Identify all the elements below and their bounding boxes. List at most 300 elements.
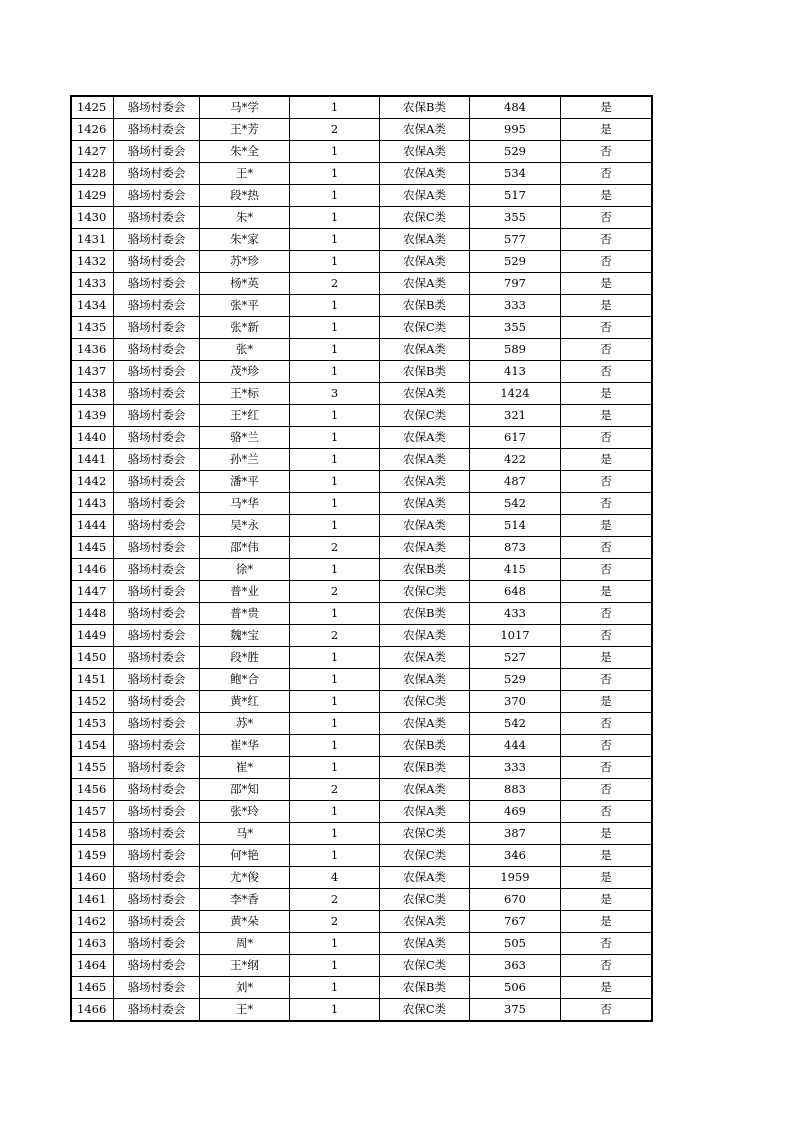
insurance-type-cell: 农保C类	[380, 581, 470, 603]
village-name-cell: 骆场村委会	[114, 515, 200, 537]
household-count-cell: 1	[290, 251, 380, 273]
status-flag-cell: 否	[561, 163, 652, 185]
insurance-type-cell: 农保C类	[380, 955, 470, 977]
insurance-type-cell: 农保C类	[380, 405, 470, 427]
household-count-cell: 1	[290, 317, 380, 339]
row-number-cell: 1435	[72, 317, 114, 339]
village-name-cell: 骆场村委会	[114, 999, 200, 1021]
village-name-cell: 骆场村委会	[114, 559, 200, 581]
status-flag-cell: 否	[561, 801, 652, 823]
amount-cell: 1017	[470, 625, 561, 647]
village-name-cell: 骆场村委会	[114, 691, 200, 713]
insurance-type-cell: 农保A类	[380, 383, 470, 405]
insurance-type-cell: 农保A类	[380, 933, 470, 955]
village-name-cell: 骆场村委会	[114, 493, 200, 515]
household-count-cell: 1	[290, 295, 380, 317]
insurance-type-cell: 农保A类	[380, 647, 470, 669]
status-flag-cell: 否	[561, 559, 652, 581]
status-flag-cell: 是	[561, 845, 652, 867]
village-name-cell: 骆场村委会	[114, 251, 200, 273]
status-flag-cell: 是	[561, 889, 652, 911]
row-number-cell: 1463	[72, 933, 114, 955]
row-number-cell: 1449	[72, 625, 114, 647]
table-row	[72, 867, 652, 889]
person-name-cell: 潘*平	[200, 471, 290, 493]
amount-cell: 534	[470, 163, 561, 185]
status-flag-cell: 否	[561, 669, 652, 691]
status-flag-cell: 否	[561, 625, 652, 647]
insurance-type-cell: 农保A类	[380, 867, 470, 889]
insurance-type-cell: 农保C类	[380, 845, 470, 867]
status-flag-cell: 否	[561, 427, 652, 449]
row-number-cell: 1428	[72, 163, 114, 185]
table-row	[72, 581, 652, 603]
table-row	[72, 757, 652, 779]
household-count-cell: 1	[290, 97, 380, 119]
insurance-type-cell: 农保A类	[380, 273, 470, 295]
row-number-cell: 1443	[72, 493, 114, 515]
person-name-cell: 张*新	[200, 317, 290, 339]
status-flag-cell: 是	[561, 295, 652, 317]
person-name-cell: 杨*英	[200, 273, 290, 295]
insurance-type-cell: 农保B类	[380, 977, 470, 999]
row-number-cell: 1464	[72, 955, 114, 977]
person-name-cell: 张*平	[200, 295, 290, 317]
status-flag-cell: 否	[561, 339, 652, 361]
status-flag-cell: 是	[561, 823, 652, 845]
status-flag-cell: 否	[561, 779, 652, 801]
household-count-cell: 1	[290, 405, 380, 427]
person-name-cell: 张*	[200, 339, 290, 361]
household-count-cell: 1	[290, 471, 380, 493]
row-number-cell: 1452	[72, 691, 114, 713]
status-flag-cell: 否	[561, 317, 652, 339]
village-name-cell: 骆场村委会	[114, 845, 200, 867]
row-number-cell: 1437	[72, 361, 114, 383]
amount-cell: 363	[470, 955, 561, 977]
status-flag-cell: 是	[561, 977, 652, 999]
household-count-cell: 1	[290, 229, 380, 251]
table-row	[72, 427, 652, 449]
household-count-cell: 2	[290, 119, 380, 141]
person-name-cell: 苏*珍	[200, 251, 290, 273]
amount-cell: 617	[470, 427, 561, 449]
status-flag-cell: 是	[561, 647, 652, 669]
row-number-cell: 1446	[72, 559, 114, 581]
village-name-cell: 骆场村委会	[114, 119, 200, 141]
status-flag-cell: 否	[561, 933, 652, 955]
row-number-cell: 1433	[72, 273, 114, 295]
amount-cell: 387	[470, 823, 561, 845]
person-name-cell: 王*	[200, 163, 290, 185]
amount-cell: 422	[470, 449, 561, 471]
row-number-cell: 1440	[72, 427, 114, 449]
beneficiary-table	[71, 96, 652, 1021]
person-name-cell: 王*红	[200, 405, 290, 427]
village-name-cell: 骆场村委会	[114, 97, 200, 119]
household-count-cell: 1	[290, 933, 380, 955]
insurance-type-cell: 农保B类	[380, 361, 470, 383]
insurance-type-cell: 农保A类	[380, 251, 470, 273]
amount-cell: 577	[470, 229, 561, 251]
insurance-type-cell: 农保C类	[380, 317, 470, 339]
insurance-type-cell: 农保A类	[380, 427, 470, 449]
status-flag-cell: 是	[561, 97, 652, 119]
row-number-cell: 1456	[72, 779, 114, 801]
row-number-cell: 1432	[72, 251, 114, 273]
person-name-cell: 崔*	[200, 757, 290, 779]
table-row	[72, 405, 652, 427]
status-flag-cell: 否	[561, 713, 652, 735]
row-number-cell: 1448	[72, 603, 114, 625]
status-flag-cell: 否	[561, 141, 652, 163]
table-row	[72, 691, 652, 713]
amount-cell: 487	[470, 471, 561, 493]
insurance-type-cell: 农保B类	[380, 559, 470, 581]
village-name-cell: 骆场村委会	[114, 889, 200, 911]
status-flag-cell: 是	[561, 581, 652, 603]
status-flag-cell: 否	[561, 757, 652, 779]
household-count-cell: 1	[290, 185, 380, 207]
table-row	[72, 295, 652, 317]
status-flag-cell: 否	[561, 955, 652, 977]
table-row	[72, 647, 652, 669]
amount-cell: 333	[470, 295, 561, 317]
household-count-cell: 1	[290, 691, 380, 713]
household-count-cell: 2	[290, 581, 380, 603]
insurance-type-cell: 农保A类	[380, 779, 470, 801]
household-count-cell: 1	[290, 999, 380, 1021]
village-name-cell: 骆场村委会	[114, 933, 200, 955]
household-count-cell: 1	[290, 823, 380, 845]
row-number-cell: 1429	[72, 185, 114, 207]
village-name-cell: 骆场村委会	[114, 537, 200, 559]
amount-cell: 506	[470, 977, 561, 999]
person-name-cell: 黄*朵	[200, 911, 290, 933]
status-flag-cell: 是	[561, 185, 652, 207]
table-row	[72, 559, 652, 581]
amount-cell: 883	[470, 779, 561, 801]
person-name-cell: 尤*俊	[200, 867, 290, 889]
table-row	[72, 339, 652, 361]
table-row	[72, 955, 652, 977]
village-name-cell: 骆场村委会	[114, 471, 200, 493]
row-number-cell: 1450	[72, 647, 114, 669]
household-count-cell: 1	[290, 647, 380, 669]
person-name-cell: 徐*	[200, 559, 290, 581]
table-row	[72, 603, 652, 625]
village-name-cell: 骆场村委会	[114, 735, 200, 757]
person-name-cell: 马*华	[200, 493, 290, 515]
insurance-type-cell: 农保A类	[380, 669, 470, 691]
village-name-cell: 骆场村委会	[114, 207, 200, 229]
household-count-cell: 1	[290, 163, 380, 185]
insurance-type-cell: 农保B类	[380, 295, 470, 317]
village-name-cell: 骆场村委会	[114, 383, 200, 405]
person-name-cell: 王*芳	[200, 119, 290, 141]
table-row	[72, 449, 652, 471]
table-row	[72, 493, 652, 515]
amount-cell: 415	[470, 559, 561, 581]
household-count-cell: 1	[290, 845, 380, 867]
person-name-cell: 何*艳	[200, 845, 290, 867]
status-flag-cell: 是	[561, 383, 652, 405]
table-row	[72, 735, 652, 757]
amount-cell: 670	[470, 889, 561, 911]
status-flag-cell: 否	[561, 603, 652, 625]
household-count-cell: 1	[290, 669, 380, 691]
table-row	[72, 845, 652, 867]
row-number-cell: 1441	[72, 449, 114, 471]
table-row	[72, 999, 652, 1021]
household-count-cell: 1	[290, 493, 380, 515]
person-name-cell: 马*学	[200, 97, 290, 119]
row-number-cell: 1458	[72, 823, 114, 845]
row-number-cell: 1445	[72, 537, 114, 559]
insurance-type-cell: 农保C类	[380, 999, 470, 1021]
person-name-cell: 孙*兰	[200, 449, 290, 471]
household-count-cell: 2	[290, 625, 380, 647]
amount-cell: 995	[470, 119, 561, 141]
person-name-cell: 王*纲	[200, 955, 290, 977]
insurance-type-cell: 农保C类	[380, 823, 470, 845]
person-name-cell: 马*	[200, 823, 290, 845]
insurance-type-cell: 农保A类	[380, 911, 470, 933]
insurance-type-cell: 农保A类	[380, 141, 470, 163]
amount-cell: 433	[470, 603, 561, 625]
amount-cell: 355	[470, 317, 561, 339]
person-name-cell: 魏*宝	[200, 625, 290, 647]
village-name-cell: 骆场村委会	[114, 867, 200, 889]
insurance-type-cell: 农保A类	[380, 493, 470, 515]
insurance-type-cell: 农保A类	[380, 185, 470, 207]
insurance-type-cell: 农保A类	[380, 471, 470, 493]
row-number-cell: 1466	[72, 999, 114, 1021]
status-flag-cell: 是	[561, 691, 652, 713]
status-flag-cell: 否	[561, 471, 652, 493]
village-name-cell: 骆场村委会	[114, 273, 200, 295]
household-count-cell: 1	[290, 559, 380, 581]
row-number-cell: 1447	[72, 581, 114, 603]
person-name-cell: 崔*华	[200, 735, 290, 757]
village-name-cell: 骆场村委会	[114, 405, 200, 427]
amount-cell: 542	[470, 493, 561, 515]
amount-cell: 767	[470, 911, 561, 933]
household-count-cell: 2	[290, 911, 380, 933]
table-row	[72, 537, 652, 559]
status-flag-cell: 是	[561, 405, 652, 427]
amount-cell: 346	[470, 845, 561, 867]
household-count-cell: 2	[290, 779, 380, 801]
person-name-cell: 骆*兰	[200, 427, 290, 449]
table-row	[72, 185, 652, 207]
household-count-cell: 1	[290, 361, 380, 383]
insurance-type-cell: 农保A类	[380, 537, 470, 559]
amount-cell: 413	[470, 361, 561, 383]
insurance-type-cell: 农保A类	[380, 801, 470, 823]
amount-cell: 1424	[470, 383, 561, 405]
row-number-cell: 1457	[72, 801, 114, 823]
row-number-cell: 1451	[72, 669, 114, 691]
amount-cell: 527	[470, 647, 561, 669]
person-name-cell: 吴*永	[200, 515, 290, 537]
status-flag-cell: 否	[561, 493, 652, 515]
status-flag-cell: 否	[561, 251, 652, 273]
table-row	[72, 273, 652, 295]
household-count-cell: 1	[290, 955, 380, 977]
person-name-cell: 朱*	[200, 207, 290, 229]
table-row	[72, 361, 652, 383]
person-name-cell: 段*热	[200, 185, 290, 207]
amount-cell: 1959	[470, 867, 561, 889]
insurance-type-cell: 农保B类	[380, 757, 470, 779]
insurance-type-cell: 农保A类	[380, 339, 470, 361]
row-number-cell: 1425	[72, 97, 114, 119]
person-name-cell: 黄*红	[200, 691, 290, 713]
person-name-cell: 朱*家	[200, 229, 290, 251]
person-name-cell: 刘*	[200, 977, 290, 999]
village-name-cell: 骆场村委会	[114, 823, 200, 845]
row-number-cell: 1434	[72, 295, 114, 317]
person-name-cell: 段*胜	[200, 647, 290, 669]
household-count-cell: 1	[290, 141, 380, 163]
village-name-cell: 骆场村委会	[114, 757, 200, 779]
row-number-cell: 1442	[72, 471, 114, 493]
row-number-cell: 1444	[72, 515, 114, 537]
insurance-type-cell: 农保C类	[380, 889, 470, 911]
amount-cell: 529	[470, 251, 561, 273]
amount-cell: 469	[470, 801, 561, 823]
amount-cell: 873	[470, 537, 561, 559]
table-row	[72, 141, 652, 163]
amount-cell: 375	[470, 999, 561, 1021]
household-count-cell: 2	[290, 273, 380, 295]
table-row	[72, 933, 652, 955]
status-flag-cell: 否	[561, 229, 652, 251]
table-row	[72, 977, 652, 999]
village-name-cell: 骆场村委会	[114, 779, 200, 801]
village-name-cell: 骆场村委会	[114, 713, 200, 735]
insurance-type-cell: 农保B类	[380, 735, 470, 757]
row-number-cell: 1453	[72, 713, 114, 735]
village-name-cell: 骆场村委会	[114, 955, 200, 977]
village-name-cell: 骆场村委会	[114, 581, 200, 603]
amount-cell: 648	[470, 581, 561, 603]
amount-cell: 797	[470, 273, 561, 295]
table-row	[72, 515, 652, 537]
amount-cell: 505	[470, 933, 561, 955]
village-name-cell: 骆场村委会	[114, 295, 200, 317]
village-name-cell: 骆场村委会	[114, 449, 200, 471]
insurance-type-cell: 农保B类	[380, 97, 470, 119]
household-count-cell: 3	[290, 383, 380, 405]
village-name-cell: 骆场村委会	[114, 339, 200, 361]
table-row	[72, 317, 652, 339]
village-name-cell: 骆场村委会	[114, 801, 200, 823]
table-row	[72, 823, 652, 845]
table-row	[72, 229, 652, 251]
village-name-cell: 骆场村委会	[114, 427, 200, 449]
person-name-cell: 王*	[200, 999, 290, 1021]
status-flag-cell: 是	[561, 515, 652, 537]
amount-cell: 542	[470, 713, 561, 735]
person-name-cell: 朱*全	[200, 141, 290, 163]
insurance-type-cell: 农保A类	[380, 229, 470, 251]
village-name-cell: 骆场村委会	[114, 625, 200, 647]
row-number-cell: 1438	[72, 383, 114, 405]
table-row	[72, 97, 652, 119]
amount-cell: 321	[470, 405, 561, 427]
household-count-cell: 1	[290, 977, 380, 999]
household-count-cell: 1	[290, 449, 380, 471]
status-flag-cell: 是	[561, 273, 652, 295]
household-count-cell: 1	[290, 603, 380, 625]
amount-cell: 333	[470, 757, 561, 779]
person-name-cell: 苏*	[200, 713, 290, 735]
table-row	[72, 471, 652, 493]
table-row	[72, 383, 652, 405]
table-row	[72, 889, 652, 911]
table-row	[72, 119, 652, 141]
household-count-cell: 1	[290, 427, 380, 449]
village-name-cell: 骆场村委会	[114, 317, 200, 339]
village-name-cell: 骆场村委会	[114, 977, 200, 999]
insurance-type-cell: 农保A类	[380, 449, 470, 471]
status-flag-cell: 否	[561, 999, 652, 1021]
household-count-cell: 1	[290, 207, 380, 229]
row-number-cell: 1439	[72, 405, 114, 427]
row-number-cell: 1455	[72, 757, 114, 779]
household-count-cell: 1	[290, 735, 380, 757]
village-name-cell: 骆场村委会	[114, 647, 200, 669]
household-count-cell: 2	[290, 537, 380, 559]
table-row	[72, 801, 652, 823]
insurance-type-cell: 农保C类	[380, 691, 470, 713]
person-name-cell: 张*玲	[200, 801, 290, 823]
village-name-cell: 骆场村委会	[114, 603, 200, 625]
amount-cell: 444	[470, 735, 561, 757]
status-flag-cell: 否	[561, 361, 652, 383]
amount-cell: 514	[470, 515, 561, 537]
table-row	[72, 779, 652, 801]
row-number-cell: 1426	[72, 119, 114, 141]
person-name-cell: 李*香	[200, 889, 290, 911]
row-number-cell: 1427	[72, 141, 114, 163]
amount-cell: 484	[470, 97, 561, 119]
amount-cell: 370	[470, 691, 561, 713]
village-name-cell: 骆场村委会	[114, 185, 200, 207]
row-number-cell: 1436	[72, 339, 114, 361]
household-count-cell: 2	[290, 889, 380, 911]
household-count-cell: 1	[290, 801, 380, 823]
insurance-type-cell: 农保A类	[380, 119, 470, 141]
table-row	[72, 911, 652, 933]
household-count-cell: 1	[290, 339, 380, 361]
table-row	[72, 163, 652, 185]
amount-cell: 529	[470, 141, 561, 163]
household-count-cell: 1	[290, 713, 380, 735]
insurance-type-cell: 农保C类	[380, 207, 470, 229]
person-name-cell: 邵*知	[200, 779, 290, 801]
table-body	[72, 97, 652, 1021]
status-flag-cell: 否	[561, 735, 652, 757]
status-flag-cell: 否	[561, 537, 652, 559]
village-name-cell: 骆场村委会	[114, 669, 200, 691]
person-name-cell: 普*贵	[200, 603, 290, 625]
status-flag-cell: 否	[561, 207, 652, 229]
status-flag-cell: 是	[561, 119, 652, 141]
status-flag-cell: 是	[561, 911, 652, 933]
